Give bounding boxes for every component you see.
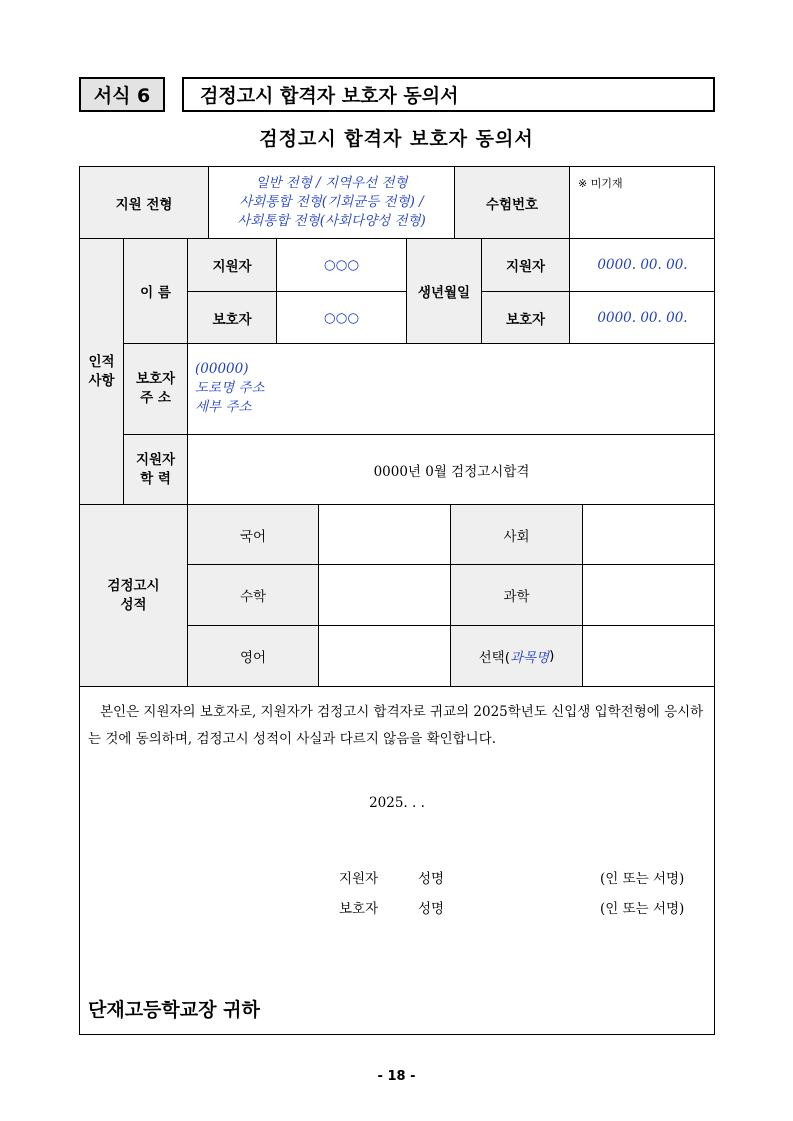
consent-date[interactable]: 2025. . .	[369, 795, 425, 811]
guardian-name-field[interactable]: ○○○	[277, 292, 407, 344]
guardian-birth-field[interactable]: 0000. 00. 00.	[570, 292, 715, 344]
birth-date-label: 생년월일	[407, 239, 482, 344]
subject-korean-label: 국어	[188, 505, 319, 565]
applicant-signature-mark[interactable]: (인 또는 서명)	[600, 871, 685, 887]
exam-number-note: ※ 미기재	[578, 177, 623, 190]
track-options[interactable]	[209, 167, 455, 239]
subject-math-label: 수학	[188, 565, 319, 626]
exam-number-field[interactable]	[570, 167, 715, 239]
consent-form-table	[79, 166, 715, 1035]
address-postcode: (00000)	[195, 361, 249, 377]
address-label: 보호자 주 소	[124, 344, 188, 435]
guardian-signature-field: 성명	[418, 901, 445, 917]
track-option-2: 사회통합 전형(기회균등 전형) /	[239, 194, 424, 210]
subject-social-label: 사회	[451, 505, 583, 565]
applicant-signature-field: 성명	[418, 871, 445, 887]
applicant-name-field[interactable]: ○○○	[277, 239, 407, 292]
track-option-3: 사회통합 전형(사회다양성 전형)	[237, 213, 426, 229]
subject-elective-label: 선택( 과목명 )	[451, 626, 583, 687]
subject-science-label: 과학	[451, 565, 583, 626]
subject-social-score[interactable]	[583, 505, 715, 565]
applicant-birth-field[interactable]: 0000. 00. 00.	[570, 239, 715, 292]
subject-science-score[interactable]	[583, 565, 715, 626]
track-option-1: 일반 전형 / 지역우선 전형	[255, 175, 408, 191]
guardian-signature-mark[interactable]: (인 또는 서명)	[600, 901, 685, 917]
consent-statement: 본인은 지원자의 보호자로, 지원자가 검정고시 합격자로 귀교의 2025학년도 신입생 입학전형에 응시하는 것에 동의하며, 검정고시 성적이 사실과 다르지 않음을 확인합니다.	[88, 704, 704, 747]
education-field[interactable]: 0000년 0월 검정고시합격	[188, 435, 715, 505]
subject-korean-score[interactable]	[319, 505, 451, 565]
education-label: 지원자 학 력	[124, 435, 188, 505]
page-number: - 18 -	[377, 1069, 416, 1084]
address-detail: 세부 주소	[195, 399, 252, 415]
address-road: 도로명 주소	[195, 380, 265, 396]
birth-applicant-label: 지원자	[482, 239, 570, 292]
subject-math-score[interactable]	[319, 565, 451, 626]
applicant-signature-role: 지원자	[339, 871, 379, 887]
elective-subject-name[interactable]: 과목명	[509, 650, 550, 666]
guardian-address-field[interactable]	[188, 344, 715, 435]
guardian-signature-role: 보호자	[339, 901, 379, 917]
personal-section-label: 인적 사항	[80, 239, 124, 505]
subject-english-score[interactable]	[319, 626, 451, 687]
exam-number-label: 수험번호	[455, 167, 570, 239]
header-title: 검정고시 합격자 보호자 동의서	[182, 77, 715, 112]
subject-english-label: 영어	[188, 626, 319, 687]
document-title: 검정고시 합격자 보호자 동의서	[259, 128, 534, 150]
name-applicant-label: 지원자	[188, 239, 277, 292]
name-label: 이 름	[124, 239, 188, 344]
form-number-label: 서식 6	[79, 77, 165, 112]
track-label: 지원 전형	[80, 167, 209, 239]
addressee: 단재고등학교장 귀하	[88, 999, 260, 1021]
subject-elective-score[interactable]	[583, 626, 715, 687]
birth-guardian-label: 보호자	[482, 292, 570, 344]
name-guardian-label: 보호자	[188, 292, 277, 344]
scores-section-label: 검정고시 성적	[80, 505, 188, 687]
